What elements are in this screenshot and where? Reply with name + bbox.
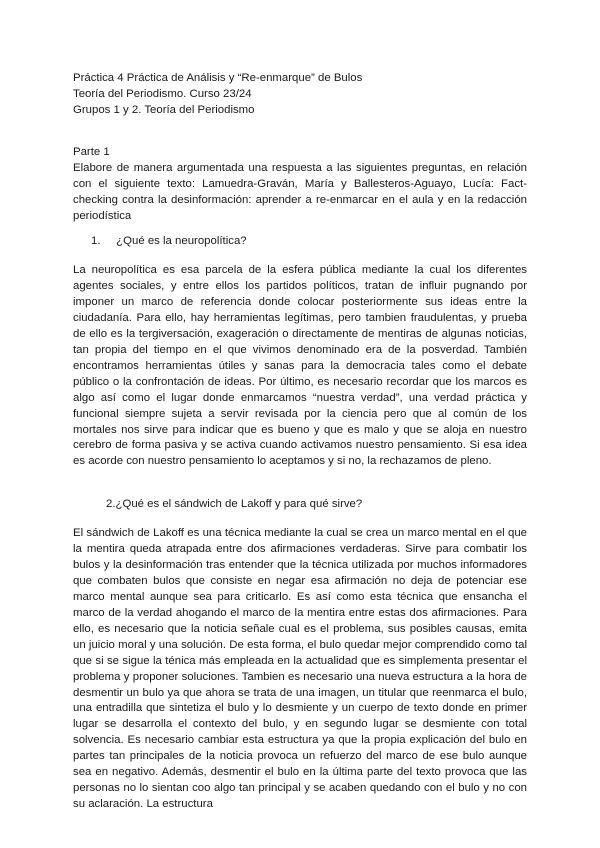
part-title: Parte 1 xyxy=(73,146,110,158)
answer-2-paragraph: El sándwich de Lakoff es una técnica mediante la cual se crea un marco mental en el que la mentira queda atrapada entre dos afirmaciones verdaderas. Sirve para combatir los bulos y la desinformación tras entender que la técnica utilizada por muchos informadores que combaten bulos que consiste en negar esa afirmación no deja de potenciar ese marco mental aunque sea para criticarlo. Es así como esta técnica que ensancha el marco de la verdad ahogando el marco de la mentira entre estas dos afirmaciones. Para ello, es necesario que la noticia señale cual es el problema, sus posibles causas, emita un juicio moral y una solución. De esta forma, el bulo quedar mejor comprendido como tal que si se sigue la ténica más empleada en la actualidad que es simplementa presentar el problema y proponer soluciones. Tambien es necesario una nueva estructura a la hora de desmentir un bulo ya que ahora se trata de una imagen, un titular que reenmarca el bulo, una entradilla que sintetiza el bulo y lo desmiente y un cuerpo de texto donde en primer lugar se desarrolla el contexto del bulo, y en segundo lugar se desmiente con total solvencia. Es necesario cambiar esta estructura ya que la propia explicación del bulo en partes tan principales de la noticia provoca un refuerzo del marco de ese bulo aunque sea en negativo. Además, desmentir el bulo en la última parte del texto provoca que las personas no lo sientan coo algo tan principal y se acaben quedando con el bulo y no con su aclaración. La estructura xyxy=(73,527,527,811)
question-1-heading xyxy=(91,233,247,249)
question-1-text: ¿Qué es la neuropolítica? xyxy=(116,235,247,247)
header-groups: Grupos 1 y 2. Teoría del Periodismo xyxy=(73,104,255,116)
header-course: Teoría del Periodismo. Curso 23/24 xyxy=(73,88,252,100)
part-section xyxy=(73,144,527,224)
part-instructions: Elabore de manera argumentada una respuesta a las siguientes preguntas, en relación con el siguiente texto: Lamuedra-Graván, María y Ballesteros-Aguayo, Lucía: Fact-checking contra la desinformación: aprender a re-enmarcar en el aula y en la redacción periodística xyxy=(73,162,527,222)
document-header xyxy=(73,70,533,118)
answer-1-paragraph: La neuropolítica es esa parcela de la esfera pública mediante la cual los diferentes agentes sociales, y entre ellos los partidos políticos, tratan de influir pugnando por imponer un marco de referencia donde colocar posteriormente sus ideas entre la ciudadanía. Para ello, hay herramientas legítimas, pero tambien fraudulentas, y prueba de ello es la tergiversación, exageración o directamente de mentiras de algunas noticias, tan propia del tiempo en el que vivimos denominado era de la posverdad. También encontramos herramientas útiles y sanas para la democracia tales como el debate público o la confrontación de ideas. Por último, es necesario recordar que los marcos es algo así como el lugar donde enmarcamos “nuestra verdad”, una verdad práctica y funcional siempre sujeta a servir revisada por la ciencia pero que al común de los mortales nos sirve para indicar que es bueno y que es malo y que se aloja en nuestro cerebro de forma pasiva y se activa cuando activamos nuestro pensamiento. Si esa idea es acorde con nuestro pensamiento lo aceptamos y si no, la rechazamos de pleno. xyxy=(73,264,527,468)
header-title: Práctica 4 Práctica de Análisis y “Re-enmarque” de Bulos xyxy=(73,72,363,84)
question-1-number: 1. xyxy=(91,235,101,247)
question-2-heading: 2.¿Qué es el sándwich de Lakoff y para qué sirve? xyxy=(106,498,363,510)
